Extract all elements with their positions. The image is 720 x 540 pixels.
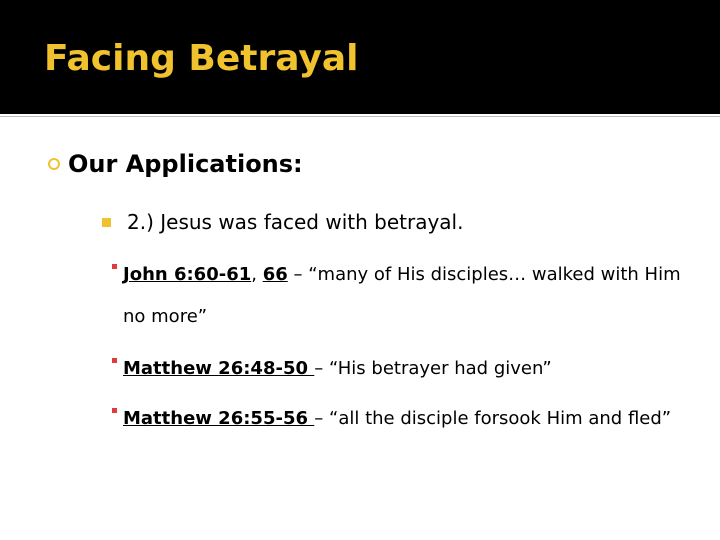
level2-text: 2.) Jesus was faced with betrayal. [127,210,464,234]
scripture-reference: John 6:60-61 [123,264,252,285]
scripture-item [112,254,702,338]
scripture-item [112,348,702,390]
small-square-bullet-icon [112,358,117,363]
scripture-quote: – “His betrayer had given” [314,358,552,379]
reference-separator: , [251,264,263,285]
scripture-reference: Matthew 26:55-56 [123,408,315,429]
slide-title: Facing Betrayal [44,38,359,79]
level1-heading: Our Applications: [68,150,303,178]
hollow-circle-icon [48,158,60,170]
level2-bullet-row [102,210,463,234]
scripture-item [112,398,702,440]
small-square-bullet-icon [112,264,117,269]
scripture-reference-2: 66 [262,264,288,285]
small-square-bullet-icon [112,408,117,413]
level1-bullet-row [48,150,303,178]
scripture-text [123,254,683,338]
scripture-text [123,398,683,440]
divider-line [0,116,720,117]
scripture-quote: – “all the disciple forsook Him and fled” [314,408,672,429]
scripture-text [123,348,552,390]
scripture-reference: Matthew 26:48-50 [123,358,315,379]
scripture-quote: – “many of His disciples… walked with Him no more” [123,264,681,327]
square-bullet-icon [102,218,111,227]
